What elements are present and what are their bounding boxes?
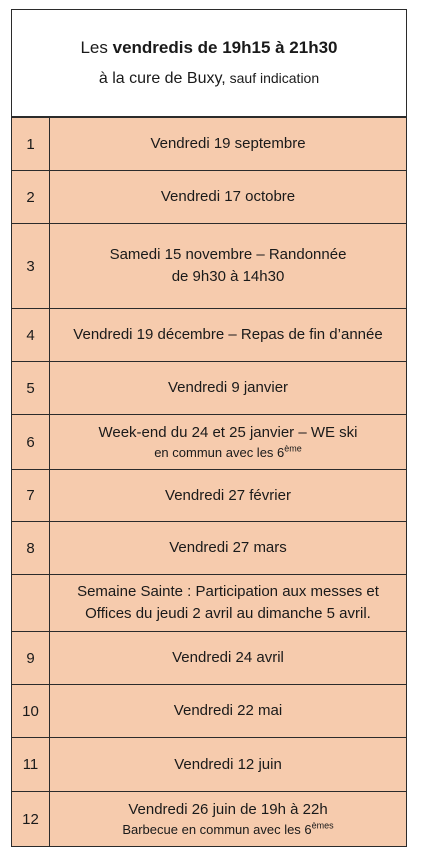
schedule-row [12,171,407,224]
header-line-2 [12,70,406,88]
event-line: Vendredi 26 juin de 19h à 22h [128,801,328,818]
schedule-row [12,362,407,415]
event-line: de 9h30 à 14h30 [171,268,285,285]
row-event [50,362,407,415]
schedule-row [12,309,407,362]
event-line: Vendredi 27 mars [169,539,287,556]
event-subline-text: en commun avec les 6 [154,445,285,460]
event-line: Vendredi 22 mai [173,702,283,719]
schedule-row [12,632,407,685]
schedule-row [12,685,407,738]
schedule-row [12,575,407,632]
row-number: 12 [12,792,50,847]
schedule-row [12,470,407,522]
row-event [50,309,407,362]
header-location: à la cure de Buxy, [98,70,226,87]
row-event [50,118,407,171]
event-line: Vendredi 19 décembre – Repas de fin d’année [73,326,383,343]
schedule-row [12,415,407,470]
row-number [12,575,50,632]
event-line: Vendredi 12 juin [174,755,282,773]
header-prefix: Les [80,38,113,57]
row-event [50,685,407,738]
event-line: Vendredi 19 septembre [150,135,306,152]
event-subline-superscript: ème [284,443,302,454]
row-event [50,738,407,792]
event-line: Vendredi 24 avril [172,649,284,666]
row-event [50,224,407,309]
row-number: 7 [12,470,50,522]
event-line: Vendredi 9 janvier [167,379,289,396]
event-line: Semaine Sainte : Participation aux messes et [77,583,379,600]
row-number: 3 [12,224,50,309]
row-event [50,470,407,522]
row-event [50,171,407,224]
schedule-row [12,738,407,792]
header-line-1 [12,38,406,58]
event-line: Vendredi 17 octobre [160,188,296,205]
schedule-table [11,117,407,847]
row-event [50,575,407,632]
schedule-header [11,9,407,117]
row-number: 5 [12,362,50,415]
row-number: 2 [12,171,50,224]
event-subline-superscript: èmes [311,820,334,831]
event-subline-text: Barbecue en commun avec les 6 [122,822,312,837]
row-event [50,632,407,685]
row-number: 9 [12,632,50,685]
row-event [50,415,407,470]
event-subline [50,444,406,462]
row-event [50,522,407,575]
row-number: 10 [12,685,50,738]
row-event [50,792,407,847]
schedule-row [12,118,407,171]
schedule-rows [12,118,407,847]
schedule-row [12,792,407,847]
header-bold: vendredis de 19h15 à 21h30 [112,38,338,57]
header-note: sauf indication [225,70,320,86]
event-line: Vendredi 27 février [165,486,291,504]
row-number: 11 [12,738,50,792]
row-number: 1 [12,118,50,171]
event-subline [50,821,406,839]
schedule-row [12,224,407,309]
row-number: 8 [12,522,50,575]
schedule-row [12,522,407,575]
event-line: Offices du jeudi 2 avril au dimanche 5 avril. [85,605,371,622]
row-number: 4 [12,309,50,362]
row-number: 6 [12,415,50,470]
event-line: Samedi 15 novembre – Randonnée [109,246,347,263]
event-line: Week-end du 24 et 25 janvier – WE ski [98,424,358,441]
